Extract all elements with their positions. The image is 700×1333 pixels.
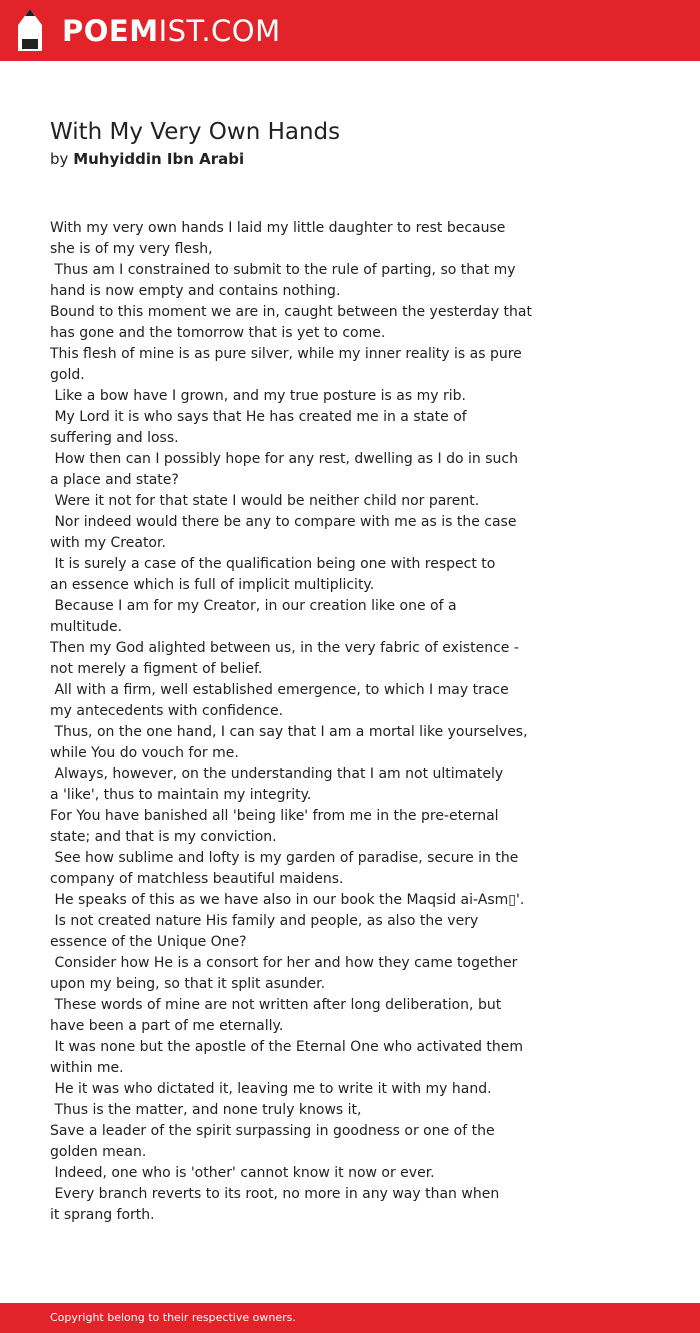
poem-line: Thus am I constrained to submit to the rule of parting, so that my xyxy=(50,262,516,278)
poem-line: she is of my very flesh, xyxy=(50,241,213,257)
copyright-text: Copyright belong to their respective owners. xyxy=(50,1311,296,1324)
poem-line: My Lord it is who says that He has created me in a state of xyxy=(50,409,467,425)
poem-line: an essence which is full of implicit multiplicity. xyxy=(50,577,375,593)
poem-line: my antecedents with confidence. xyxy=(50,703,284,719)
poem-line: Bound to this moment we are in, caught between the yesterday that xyxy=(50,304,532,320)
poem-line: With my very own hands I laid my little daughter to rest because xyxy=(50,220,506,236)
poem-line: All with a firm, well established emergence, to which I may trace xyxy=(50,682,509,698)
poem-line: multitude. xyxy=(50,619,123,635)
poem-line: This flesh of mine is as pure silver, while my inner reality is as pure xyxy=(50,346,522,362)
poem-line: not merely a figment of belief. xyxy=(50,661,263,677)
poem-line: Indeed, one who is 'other' cannot know it now or ever. xyxy=(50,1165,435,1181)
poem-line: Consider how He is a consort for her and how they came together xyxy=(50,955,518,971)
poem-line: have been a part of me eternally. xyxy=(50,1018,284,1034)
author-name: Muhyiddin Ibn Arabi xyxy=(73,150,245,168)
poem-body xyxy=(50,218,670,1226)
by-label: by xyxy=(50,150,69,168)
poem-line: How then can I possibly hope for any rest, dwelling as I do in such xyxy=(50,451,518,467)
poem-line: It was none but the apostle of the Eternal One who activated them xyxy=(50,1039,524,1055)
poem-line: Like a bow have I grown, and my true posture is as my rib. xyxy=(50,388,466,404)
poem-line: state; and that is my conviction. xyxy=(50,829,277,845)
poem-line: essence of the Unique One? xyxy=(50,934,247,950)
poem-line: a 'like', thus to maintain my integrity. xyxy=(50,787,312,803)
poem-line: within me. xyxy=(50,1060,124,1076)
poem-line: Save a leader of the spirit surpassing in goodness or one of the xyxy=(50,1123,495,1139)
poem-line: Thus, on the one hand, I can say that I am a mortal like yourselves, xyxy=(50,724,528,740)
poem-line: Nor indeed would there be any to compare with me as is the case xyxy=(50,514,517,530)
poem-line: For You have banished all 'being like' from me in the pre-eternal xyxy=(50,808,499,824)
byline xyxy=(50,149,244,169)
poem-line: suffering and loss. xyxy=(50,430,179,446)
poem-line: Were it not for that state I would be neither child nor parent. xyxy=(50,493,480,509)
poem-line: Because I am for my Creator, in our creation like one of a xyxy=(50,598,457,614)
poem-title: With My Very Own Hands xyxy=(50,119,341,145)
poem-line: while You do vouch for me. xyxy=(50,745,239,761)
poem-line: Every branch reverts to its root, no more in any way than when xyxy=(50,1186,500,1202)
poem-line: it sprang forth. xyxy=(50,1207,155,1223)
poem-line: Is not created nature His family and people, as also the very xyxy=(50,913,479,929)
poem-line: hand is now empty and contains nothing. xyxy=(50,283,341,299)
poem-line: He it was who dictated it, leaving me to write it with my hand. xyxy=(50,1081,492,1097)
site-footer xyxy=(0,1303,700,1333)
pencil-icon[interactable] xyxy=(18,9,42,51)
poem-line: These words of mine are not written after long deliberation, but xyxy=(50,997,502,1013)
poem-line: company of matchless beautiful maidens. xyxy=(50,871,344,887)
site-header xyxy=(0,0,700,61)
poem-line: Thus is the matter, and none truly knows it, xyxy=(50,1102,362,1118)
logo-light-text: IST.COM xyxy=(158,14,281,48)
poem-line: golden mean. xyxy=(50,1144,147,1160)
poem-line: Always, however, on the understanding that I am not ultimately xyxy=(50,766,504,782)
poem-line: Then my God alighted between us, in the very fabric of existence - xyxy=(50,640,519,656)
site-logo[interactable] xyxy=(62,14,281,48)
poem-line: a place and state? xyxy=(50,472,179,488)
poem-line: gold. xyxy=(50,367,85,383)
poem-line: See how sublime and lofty is my garden of paradise, secure in the xyxy=(50,850,519,866)
poem-line: He speaks of this as we have also in our book the Maqsid ai-Asm▯'. xyxy=(50,892,525,908)
logo-bold-text: POEM xyxy=(62,14,159,48)
poem-line: with my Creator. xyxy=(50,535,166,551)
poem-line: upon my being, so that it split asunder. xyxy=(50,976,326,992)
poem-line: has gone and the tomorrow that is yet to come. xyxy=(50,325,386,341)
poem-line: It is surely a case of the qualification being one with respect to xyxy=(50,556,496,572)
